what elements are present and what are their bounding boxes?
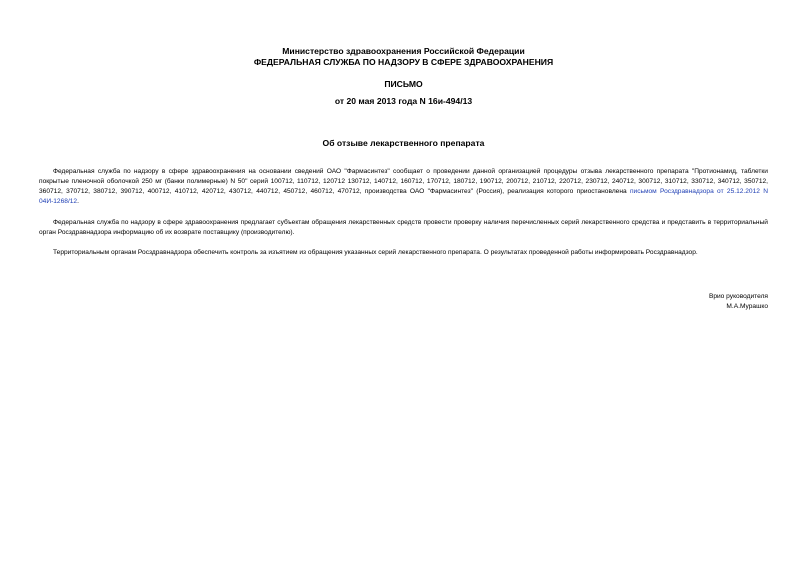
paragraph-1	[39, 167, 768, 207]
document-date-number: от 20 мая 2013 года N 16и-494/13	[334, 96, 473, 106]
reference-letter-link[interactable]: письмом Росздравнадзора от 25.12.2012 N 04И-1268/12	[39, 188, 768, 205]
service-name: ФЕДЕРАЛЬНАЯ СЛУЖБА ПО НАДЗОРУ В СФЕРЕ ЗДРАВООХРАНЕНИЯ	[253, 57, 554, 67]
signatory-position: Врио руководителя	[708, 293, 768, 300]
paragraph-3: Территориальным органам Росздравнадзора обеспечить контроль за изъятием из обращения указанных серий лекарственного препарата. О результатах проведенной работы информировать Росздравнадзор.	[53, 249, 698, 256]
document-type: ПИСЬМО	[384, 79, 423, 89]
ministry-name: Министерство здравоохранения Российской Федерации	[282, 46, 525, 56]
paragraph-1-text: Федеральная служба по надзору в сфере здравоохранения на основании сведений ОАО "Фармасинтез" сообщает о проведении данной организацией процедуры отзыва лекарственного препарата "Протионамид, таблетки покрытые пленочной оболочкой 250 мг (банки полимерные) N 50" серий 100712, 110712, 120712 130712, 140712, 160712, 170712, 180712, 190712, 200712, 210712, 220712, 230712, 240712, 300712, 310712, 330712, 340712, 350712, 360712, 370712, 380712, 390712, 400712, 410712, 420712, 430712, 440712, 450712, 460712, 470712, производства ОАО "Фармасинтез" (Россия), реализация которого приостановлена	[39, 168, 768, 195]
signatory-name: М.А.Мурашко	[726, 303, 768, 310]
paragraph-2: Федеральная служба по надзору в сфере здравоохранения предлагает субъектам обращения лекарственных средств провести проверку наличия перечисленных серий лекарственного средства и представить в территориальный орган Росздравнадзора информацию об их возврате поставщику (производителю).	[39, 219, 768, 236]
paragraph-1-end: .	[77, 198, 79, 205]
document-subject: Об отзыве лекарственного препарата	[322, 138, 485, 148]
